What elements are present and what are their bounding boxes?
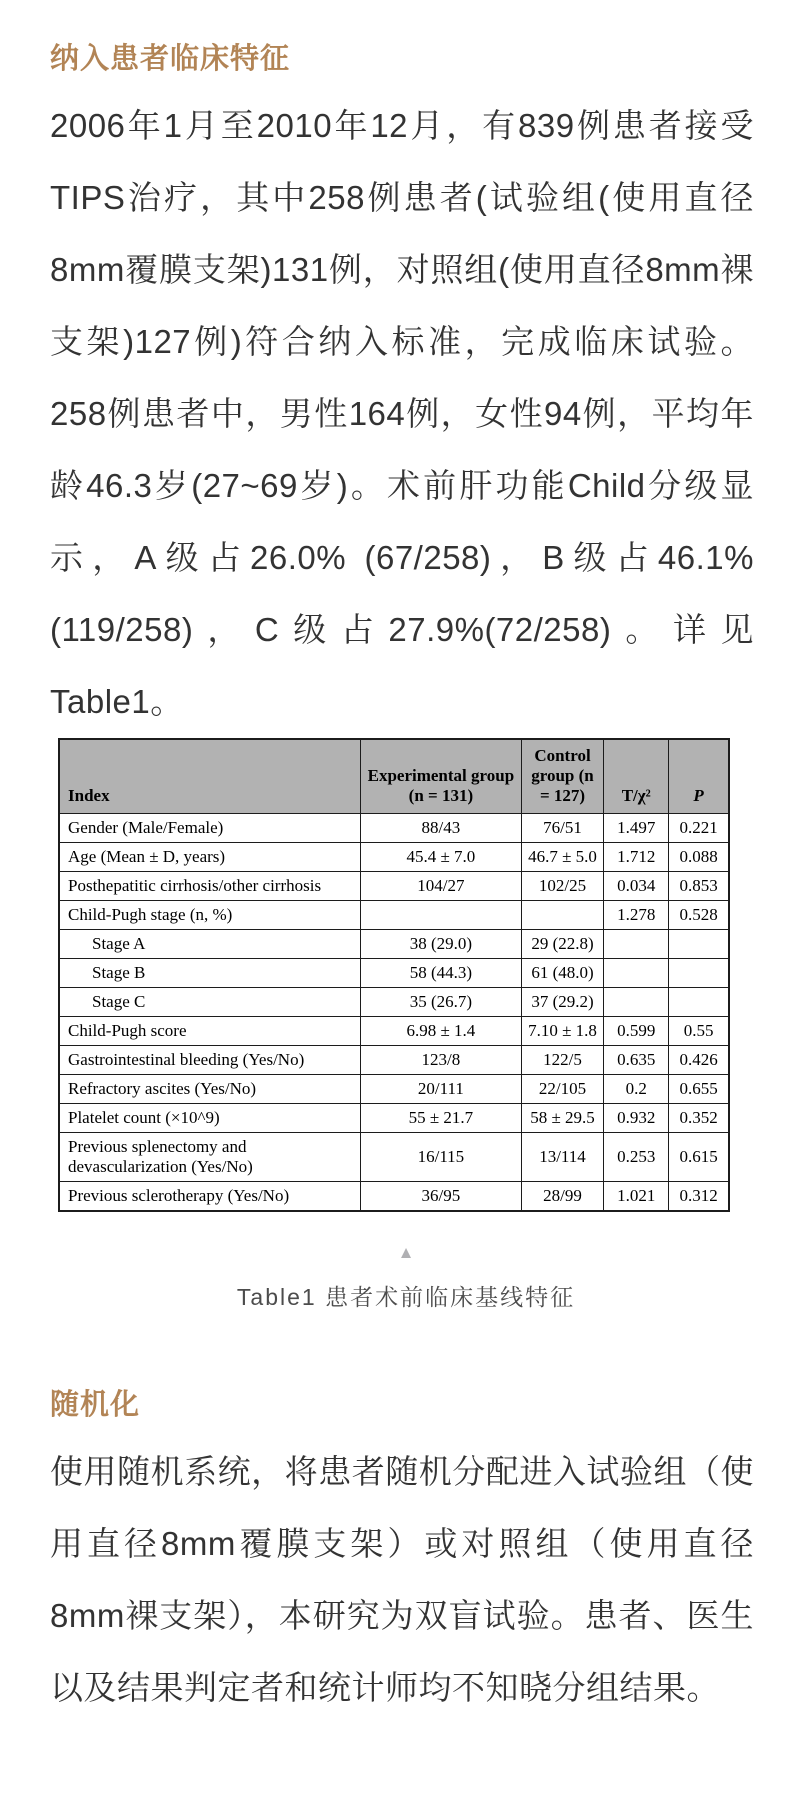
value-cell: 6.98 ± 1.4 — [361, 1017, 522, 1046]
value-cell: 1.278 — [604, 901, 669, 930]
value-cell — [604, 930, 669, 959]
value-cell: 76/51 — [521, 814, 603, 843]
column-header-experimental-group: Experimental group (n = 131) — [361, 739, 522, 814]
row-label-cell: Refractory ascites (Yes/No) — [59, 1075, 361, 1104]
table-header-row — [59, 739, 729, 814]
value-cell: 16/115 — [361, 1133, 522, 1182]
value-cell: 0.2 — [604, 1075, 669, 1104]
collapse-row — [58, 1244, 754, 1263]
table-row — [59, 1046, 729, 1075]
row-label-cell: Platelet count (×10^9) — [59, 1104, 361, 1133]
row-label-cell: Age (Mean ± D, years) — [59, 843, 361, 872]
baseline-characteristics-table — [58, 738, 730, 1212]
table-row — [59, 872, 729, 901]
value-cell: 29 (22.8) — [521, 930, 603, 959]
column-header-p-value: P — [669, 739, 729, 814]
value-cell: 88/43 — [361, 814, 522, 843]
value-cell: 35 (26.7) — [361, 988, 522, 1017]
collapse-triangle-icon: ▲ — [397, 1243, 415, 1262]
value-cell: 0.528 — [669, 901, 729, 930]
value-cell: 1.712 — [604, 843, 669, 872]
value-cell: 0.088 — [669, 843, 729, 872]
value-cell — [669, 930, 729, 959]
table-row — [59, 814, 729, 843]
table-caption: Table1 患者术前临床基线特征 — [236, 1284, 576, 1310]
section-heading-patient-characteristics: 纳入患者临床特征 — [50, 43, 291, 75]
row-label-cell: Child-Pugh stage (n, %) — [59, 901, 361, 930]
column-header-control-group: Control group (n = 127) — [521, 739, 603, 814]
row-label-cell: Previous sclerotherapy (Yes/No) — [59, 1182, 361, 1212]
table-row — [59, 1133, 729, 1182]
table-row — [59, 1017, 729, 1046]
value-cell: 0.932 — [604, 1104, 669, 1133]
value-cell — [361, 901, 522, 930]
value-cell — [521, 901, 603, 930]
value-cell: 0.635 — [604, 1046, 669, 1075]
paragraph-randomization: 使用随机系统，将患者随机分配进入试验组（使用直径8mm覆膜支架）或对照组（使用直径8mm裸支架），本研究为双盲试验。患者、医生以及结果判定者和统计师均不知晓分组结果。 — [50, 1453, 754, 1706]
value-cell — [669, 988, 729, 1017]
value-cell: 46.7 ± 5.0 — [521, 843, 603, 872]
value-cell: 123/8 — [361, 1046, 522, 1075]
value-cell: 20/111 — [361, 1075, 522, 1104]
value-cell: 0.312 — [669, 1182, 729, 1212]
value-cell: 0.55 — [669, 1017, 729, 1046]
table-row — [59, 1182, 729, 1212]
value-cell — [669, 959, 729, 988]
value-cell: 13/114 — [521, 1133, 603, 1182]
value-cell: 58 ± 29.5 — [521, 1104, 603, 1133]
value-cell: 0.253 — [604, 1133, 669, 1182]
value-cell: 28/99 — [521, 1182, 603, 1212]
value-cell: 122/5 — [521, 1046, 603, 1075]
value-cell: 102/25 — [521, 872, 603, 901]
value-cell — [604, 988, 669, 1017]
value-cell: 37 (29.2) — [521, 988, 603, 1017]
table-row — [59, 901, 729, 930]
value-cell: 0.221 — [669, 814, 729, 843]
value-cell: 0.615 — [669, 1133, 729, 1182]
row-label-cell: Gastrointestinal bleeding (Yes/No) — [59, 1046, 361, 1075]
column-header-index: Index — [59, 739, 361, 814]
value-cell: 1.021 — [604, 1182, 669, 1212]
value-cell: 1.497 — [604, 814, 669, 843]
table-row — [59, 1075, 729, 1104]
row-label-cell: Gender (Male/Female) — [59, 814, 361, 843]
table-row — [59, 988, 729, 1017]
table-row — [59, 843, 729, 872]
row-label-cell: Stage B — [59, 959, 361, 988]
row-label-cell: Posthepatitic cirrhosis/other cirrhosis — [59, 872, 361, 901]
table-row — [59, 959, 729, 988]
value-cell: 61 (48.0) — [521, 959, 603, 988]
value-cell: 0.655 — [669, 1075, 729, 1104]
value-cell — [604, 959, 669, 988]
value-cell: 55 ± 21.7 — [361, 1104, 522, 1133]
value-cell: 0.352 — [669, 1104, 729, 1133]
section-heading-randomization: 随机化 — [50, 1389, 141, 1421]
value-cell: 0.853 — [669, 872, 729, 901]
value-cell: 22/105 — [521, 1075, 603, 1104]
value-cell: 36/95 — [361, 1182, 522, 1212]
row-label-cell: Child-Pugh score — [59, 1017, 361, 1046]
value-cell: 58 (44.3) — [361, 959, 522, 988]
table-row — [59, 1104, 729, 1133]
value-cell: 38 (29.0) — [361, 930, 522, 959]
paragraph-patient-characteristics: 2006年1月至2010年12月，有839例患者接受TIPS治疗，其中258例患者(试验组(使用直径8mm覆膜支架)131例，对照组(使用直径8mm裸支架)127例)符合纳入标准，完成临床试验。258例患者中，男性164例，女性94例，平均年龄46.3岁(27~69岁)。术前肝功能Child分级显示，A级占26.0% (67/258)，B级占46.1%(119/258)，C级占27.9%(72/258)。详见Table1。 — [50, 107, 754, 720]
table-row — [59, 930, 729, 959]
row-label-cell: Stage A — [59, 930, 361, 959]
value-cell: 104/27 — [361, 872, 522, 901]
value-cell: 7.10 ± 1.8 — [521, 1017, 603, 1046]
column-header-t-chi2: T/χ² — [604, 739, 669, 814]
value-cell: 0.599 — [604, 1017, 669, 1046]
row-label-cell: Previous splenectomy and devascularization (Yes/No) — [59, 1133, 361, 1182]
value-cell: 45.4 ± 7.0 — [361, 843, 522, 872]
row-label-cell: Stage C — [59, 988, 361, 1017]
value-cell: 0.034 — [604, 872, 669, 901]
table1-figure — [58, 738, 754, 1312]
value-cell: 0.426 — [669, 1046, 729, 1075]
